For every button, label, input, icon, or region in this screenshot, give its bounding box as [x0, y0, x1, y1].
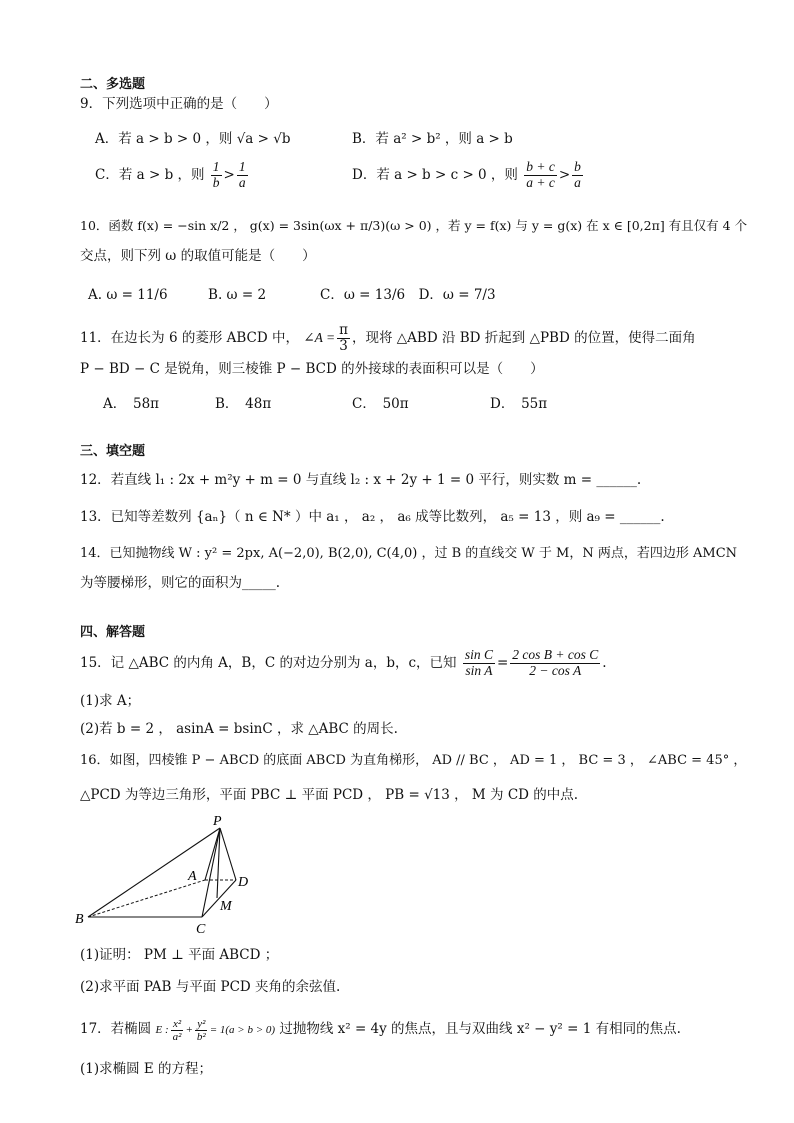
q11-line1 — [80, 323, 696, 354]
q9-option-b: B．若 a² > b² ，则 a > b — [352, 131, 513, 147]
edge-AB-hidden — [88, 880, 205, 917]
edge-PB — [88, 828, 220, 917]
angle-a: ∠A = — [303, 329, 336, 345]
fraction: $\frac{b}{a}$ — [574, 159, 581, 190]
q9-option-d: D．若 a > b > c > 0 ，则 $\frac{b + c}{a + c}$ > $\frac{b}{a}$ — [352, 159, 581, 190]
q15-stem: 15．记 △ABC 的内角 A，B，C 的对边分别为 a，b，c，已知 $\frac{\text{sin C}}{\text{sin A}}$ = $\frac{\text{2 cos B + cos C}}{\text{2 − cos A}}$ . — [80, 647, 607, 678]
label-D: D — [238, 875, 249, 890]
q16-line1: 16．如图，四棱锥 P − ABCD 的底面 ABCD 为直角梯形， AD // BC ， AD = 1 ， BC = 3 ， ∠ABC = 45° ， — [80, 753, 747, 768]
label-M: M — [220, 899, 232, 914]
ellipse-equation: E : $\frac{\text{x²}}{\text{a²}}$ + $\frac{\text{y²}}{\text{b²}}$ = 1(a > b > 0) — [155, 1018, 276, 1044]
q13: 13．已知等差数列 {aₙ}（ n ∈ N* ）中 a₁ ， a₂ ， a₆ 成等比数列， a₅ = 13 ，则 a₉ = ______. — [80, 509, 665, 525]
fraction: $\frac{b + c}{a + c}$ — [526, 159, 555, 190]
section-heading-multiple-choice: 二、多选题 — [80, 77, 146, 92]
q14-line2: 为等腰梯形，则它的面积为_____. — [80, 575, 281, 591]
q15-part1: (1)求 A； — [80, 693, 141, 709]
q15-text: 15．记 △ABC 的内角 A，B，C 的对边分别为 a，b，c，已知 — [80, 654, 457, 671]
pyramid-figure — [70, 810, 270, 940]
q9-stem: 9．下列选项中正确的是（ ） — [80, 96, 278, 112]
fraction-pi-over-3: $\frac{\pi}{3}$ — [339, 322, 348, 354]
fraction-cos: $\frac{\text{2 cos B + cos C}}{\text{2 − cos A}}$ — [512, 647, 599, 678]
label-C: C — [196, 922, 206, 937]
q11-text-a: 11．在边长为 6 的菱形 ABCD 中， — [80, 329, 300, 346]
q12: 12．若直线 l₁ : 2x + m²y + m = 0 与直线 l₂ : x + 2y + 1 = 0 平行，则实数 m = ______. — [80, 472, 642, 488]
q16-part2: (2)求平面 PAB 与平面 PCD 夹角的余弦值. — [80, 979, 341, 995]
q11-text-b: ，现将 △ABD 沿 BD 折起到 △PBD 的位置，使得二面角 — [352, 329, 696, 346]
q11-option-a: A． 58π — [103, 396, 160, 412]
section-heading-fill-in: 三、填空题 — [80, 444, 146, 459]
q14-line1: 14．已知抛物线 W : y² = 2px, A(−2,0), B(2,0), C(4,0) ，过 B 的直线交 W 于 M，N 两点，若四边形 AMCN — [80, 546, 738, 561]
q10-line1: 10．函数 f(x) = −sin x/2 ， g(x) = 3sin(ωx + π/3)(ω > 0) ，若 y = f(x) 与 y = g(x) 在 x ∈ [0,2π] 有且仅有 4 个 — [80, 218, 748, 233]
label-P: P — [213, 814, 222, 829]
q9-option-a: A．若 a > b > 0 ，则 √a > √b — [95, 131, 291, 147]
fraction-sinC-sinA: $\frac{\text{sin C}}{\text{sin A}}$ — [464, 647, 493, 678]
label-B: B — [75, 912, 84, 927]
q15-part2: (2)若 b = 2 ， asinA = bsinC ，求 △ABC 的周长. — [80, 721, 398, 737]
q11-option-d: D． 55π — [490, 396, 548, 412]
q17-text-a: 17．若椭圆 — [80, 1021, 152, 1038]
q9-option-c-text: C．若 a > b ，则 — [95, 166, 205, 183]
q17-stem — [80, 1018, 681, 1043]
q17-part1: (1)求椭圆 E 的方程； — [80, 1061, 213, 1077]
q16-part1: (1)证明： PM ⊥ 平面 ABCD ； — [80, 947, 279, 963]
edge-PD — [220, 828, 236, 880]
q10-line2: 交点，则下列 ω 的取值可能是（ ） — [80, 248, 316, 264]
q9-option-c: C．若 a > b ，则 $\frac{1}{b}$ > $\frac{1}{a}$ — [95, 159, 246, 190]
label-A: A — [188, 869, 197, 884]
q11-option-c: C． 50π — [352, 396, 409, 412]
q9-option-d-text: D．若 a > b > c > 0 ，则 — [352, 166, 518, 183]
q17-text-b: 过抛物线 x² = 4y 的焦点，且与双曲线 x² − y² = 1 有相同的焦点. — [279, 1021, 681, 1038]
q10-options: A. ω = 11/6 B. ω = 2 C．ω = 13/6 D．ω = 7/3 — [88, 287, 496, 303]
q11-line2: P − BD − C 是锐角，则三棱锥 P − BCD 的外接球的表面积可以是（ ） — [80, 361, 544, 377]
edge-PC — [202, 828, 220, 917]
section-heading-solutions: 四、解答题 — [80, 625, 146, 640]
fraction: $\frac{1}{b}$ — [212, 159, 220, 190]
fraction: $\frac{1}{a}$ — [238, 159, 246, 190]
q11-option-b: B． 48π — [215, 396, 272, 412]
q16-line2: △PCD 为等边三角形，平面 PBC ⊥ 平面 PCD ， PB = √13 ， M 为 CD 的中点. — [80, 787, 579, 803]
